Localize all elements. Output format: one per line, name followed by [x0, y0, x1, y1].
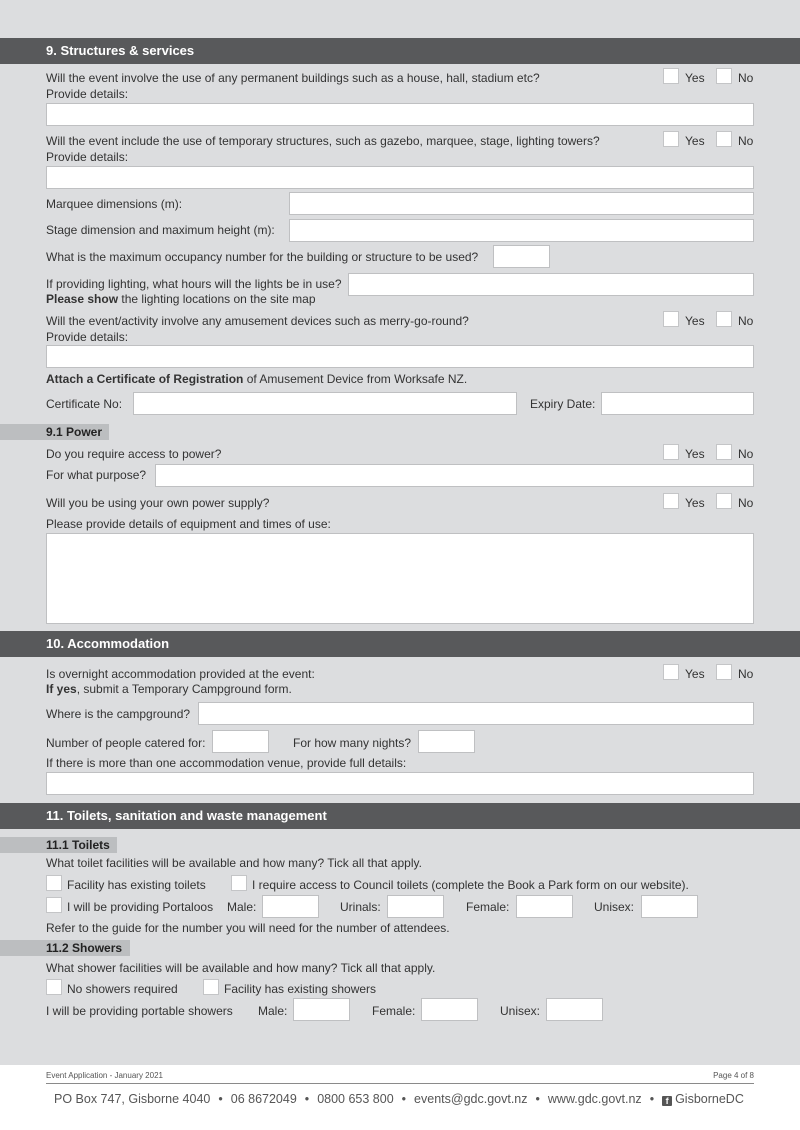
- equipment-details-label: Please provide details of equipment and times of use:: [46, 517, 331, 531]
- amusement-no-checkbox[interactable]: [716, 311, 732, 327]
- power-access-no-checkbox[interactable]: [716, 444, 732, 460]
- existing-toilets-label: Facility has existing toilets: [67, 878, 206, 892]
- occupancy-label: What is the maximum occupancy number for the building or structure to be used?: [46, 250, 479, 264]
- subsection-header-showers: 11.2 Showers: [0, 940, 130, 956]
- equipment-details-textarea[interactable]: [46, 533, 754, 624]
- toilet-male-input[interactable]: [262, 895, 319, 918]
- permanent-details-input[interactable]: [46, 103, 754, 126]
- question-temporary-structures: Will the event include the use of temporary structures, such as gazebo, marquee, stage, lighting towers?: [46, 134, 600, 148]
- shower-female-input[interactable]: [421, 998, 478, 1021]
- footer-divider: [46, 1083, 754, 1084]
- no-label: No: [738, 71, 754, 85]
- shower-female-label: Female:: [372, 1004, 416, 1018]
- shower-question: What shower facilities will be available and how many? Tick all that apply.: [46, 961, 436, 975]
- power-purpose-input[interactable]: [155, 464, 754, 487]
- campground-location-input[interactable]: [198, 702, 754, 725]
- power-access-yes-checkbox[interactable]: [663, 444, 679, 460]
- shower-male-label: Male:: [258, 1004, 288, 1018]
- own-supply-no-checkbox[interactable]: [716, 493, 732, 509]
- lighting-hours-input[interactable]: [348, 273, 754, 296]
- question-overnight-accommodation: Is overnight accommodation provided at the event:: [46, 667, 315, 681]
- separator-dot: •: [304, 1092, 310, 1106]
- portaloos-label: I will be providing Portaloos: [67, 900, 214, 914]
- shower-male-input[interactable]: [293, 998, 350, 1021]
- council-toilets-checkbox[interactable]: [231, 875, 247, 891]
- amusement-yes-checkbox[interactable]: [663, 311, 679, 327]
- address: PO Box 747, Gisborne 4040: [54, 1092, 211, 1106]
- facebook-icon: f: [662, 1096, 672, 1106]
- yes-label: Yes: [685, 667, 705, 681]
- existing-toilets-checkbox[interactable]: [46, 875, 62, 891]
- stage-dimensions-input[interactable]: [289, 219, 754, 242]
- stage-label: Stage dimension and maximum height (m):: [46, 223, 275, 237]
- subsection-header-power: 9.1 Power: [0, 424, 109, 440]
- amusement-details-input[interactable]: [46, 345, 754, 368]
- no-label: No: [738, 496, 754, 510]
- overnight-no-checkbox[interactable]: [716, 664, 732, 680]
- multiple-venue-details-input[interactable]: [46, 772, 754, 795]
- provide-details-label: Provide details:: [46, 87, 129, 101]
- contact-bar: [54, 1092, 744, 1106]
- permanent-no-checkbox[interactable]: [716, 68, 732, 84]
- certificate-number-input[interactable]: [133, 392, 517, 415]
- no-label: No: [738, 314, 754, 328]
- toilet-female-input[interactable]: [516, 895, 573, 918]
- marquee-dimensions-input[interactable]: [289, 192, 754, 215]
- toilet-question: What toilet facilities will be available and how many? Tick all that apply.: [46, 856, 422, 870]
- marquee-label: Marquee dimensions (m):: [46, 197, 183, 211]
- existing-showers-checkbox[interactable]: [203, 979, 219, 995]
- section-header-accommodation: 10. Accommodation: [0, 631, 800, 657]
- urinals-input[interactable]: [387, 895, 444, 918]
- nights-input[interactable]: [418, 730, 475, 753]
- permanent-yes-checkbox[interactable]: [663, 68, 679, 84]
- website-link[interactable]: www.gdc.govt.nz: [547, 1092, 642, 1106]
- campground-label: Where is the campground?: [46, 707, 191, 721]
- purpose-label: For what purpose?: [46, 468, 147, 482]
- certificate-label: Certificate No:: [46, 397, 123, 411]
- document-name: Event Application - January 2021: [46, 1071, 163, 1080]
- separator-dot: •: [649, 1092, 655, 1106]
- overnight-yes-checkbox[interactable]: [663, 664, 679, 680]
- separator-dot: •: [218, 1092, 223, 1106]
- email-link[interactable]: events@gdc.govt.nz: [414, 1092, 528, 1106]
- question-permanent-buildings: Will the event involve the use of any permanent buildings such as a house, hall, stadium etc?: [46, 71, 540, 85]
- toilet-unisex-label: Unisex:: [594, 900, 635, 914]
- lighting-label: If providing lighting, what hours will the lights be in use?: [46, 277, 342, 291]
- toilet-unisex-input[interactable]: [641, 895, 698, 918]
- temporary-yes-checkbox[interactable]: [663, 131, 679, 147]
- shower-unisex-label: Unisex:: [500, 1004, 541, 1018]
- occupancy-input[interactable]: [493, 245, 550, 268]
- toilet-male-label: Male:: [227, 900, 257, 914]
- expiry-date-input[interactable]: [601, 392, 754, 415]
- section-header-toilets-sanitation: 11. Toilets, sanitation and waste management: [0, 803, 800, 829]
- question-power-access: Do you require access to power?: [46, 447, 222, 461]
- provide-details-label: Provide details:: [46, 330, 129, 344]
- urinals-label: Urinals:: [340, 900, 381, 914]
- question-own-power-supply: Will you be using your own power supply?: [46, 496, 270, 510]
- no-label: No: [738, 134, 754, 148]
- temporary-no-checkbox[interactable]: [716, 131, 732, 147]
- lighting-note: Please show the lighting locations on the site map: [46, 292, 316, 306]
- separator-dot: •: [535, 1092, 540, 1106]
- no-showers-label: No showers required: [67, 982, 178, 996]
- question-amusement: Will the event/activity involve any amusement devices such as merry-go-round?: [46, 314, 469, 328]
- freephone: 0800 653 800: [317, 1092, 394, 1106]
- section-header-structures: 9. Structures & services: [0, 38, 800, 64]
- yes-label: Yes: [685, 71, 705, 85]
- campground-form-note: If yes, submit a Temporary Campground form.: [46, 682, 292, 696]
- yes-label: Yes: [685, 314, 705, 328]
- phone: 06 8672049: [230, 1092, 297, 1106]
- people-catered-input[interactable]: [212, 730, 269, 753]
- people-catered-label: Number of people catered for:: [46, 736, 206, 750]
- yes-label: Yes: [685, 134, 705, 148]
- shower-unisex-input[interactable]: [546, 998, 603, 1021]
- nights-label: For how many nights?: [293, 736, 412, 750]
- multiple-venue-label: If there is more than one accommodation venue, provide full details:: [46, 756, 407, 770]
- toilet-female-label: Female:: [466, 900, 510, 914]
- page-number: Page 4 of 8: [713, 1071, 754, 1080]
- own-supply-yes-checkbox[interactable]: [663, 493, 679, 509]
- no-label: No: [738, 667, 754, 681]
- temporary-details-input[interactable]: [46, 166, 754, 189]
- provide-details-label: Provide details:: [46, 150, 129, 164]
- no-showers-checkbox[interactable]: [46, 979, 62, 995]
- expiry-label: Expiry Date:: [530, 397, 596, 411]
- yes-label: Yes: [685, 447, 705, 461]
- facebook-handle[interactable]: GisborneDC: [675, 1092, 744, 1106]
- no-label: No: [738, 447, 754, 461]
- portaloos-checkbox[interactable]: [46, 897, 62, 913]
- attach-certificate-note: Attach a Certificate of Registration of Amusement Device from Worksafe NZ.: [46, 372, 468, 386]
- separator-dot: •: [401, 1092, 407, 1106]
- existing-showers-label: Facility has existing showers: [224, 982, 377, 996]
- yes-label: Yes: [685, 496, 705, 510]
- portable-showers-label: I will be providing portable showers: [46, 1004, 233, 1018]
- council-toilets-label: I require access to Council toilets (complete the Book a Park form on our website).: [252, 878, 689, 892]
- subsection-header-toilets: 11.1 Toilets: [0, 837, 117, 853]
- toilet-guide-note: Refer to the guide for the number you will need for the number of attendees.: [46, 921, 450, 935]
